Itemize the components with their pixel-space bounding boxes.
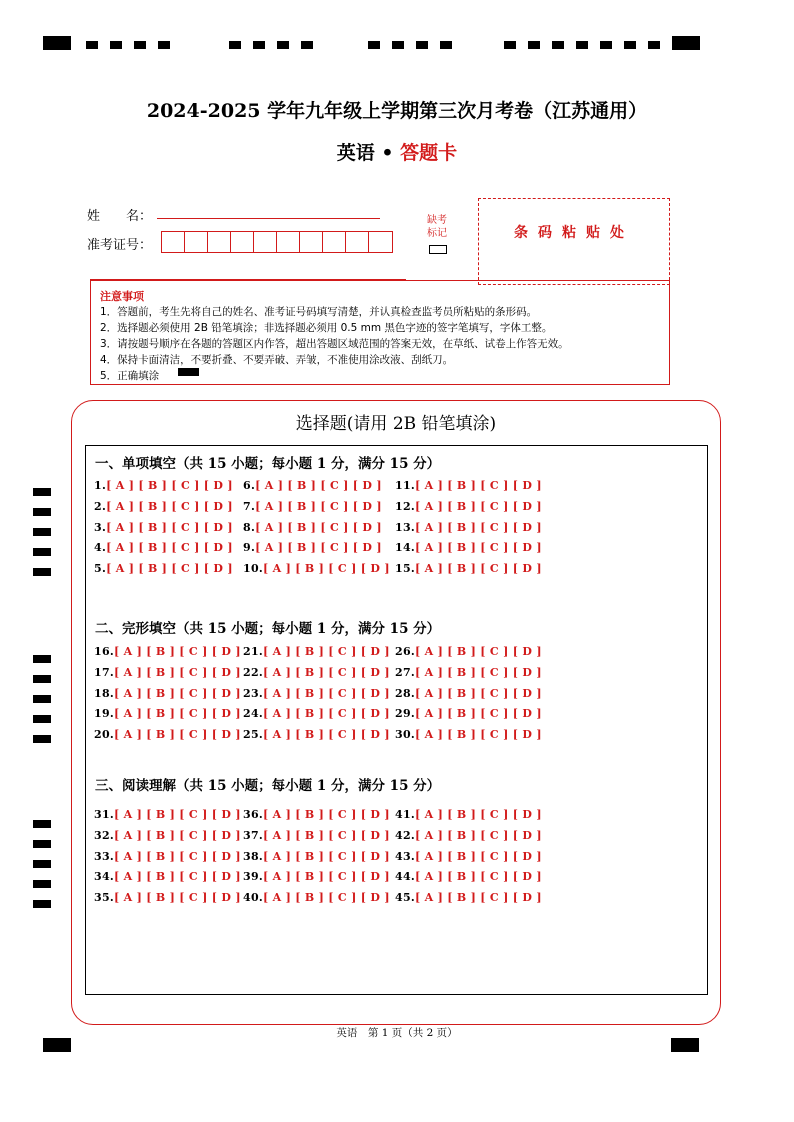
answer-options[interactable]: [ A ] [ B ] [ C ] [ D ] — [263, 562, 390, 576]
question-number: 27. — [395, 665, 416, 679]
answer-options[interactable]: [ A ] [ B ] [ C ] [ D ] — [415, 707, 542, 721]
question-number: 30. — [395, 728, 416, 742]
filled-bubble-sample — [178, 368, 199, 376]
question-12[interactable] — [395, 500, 542, 513]
timing-mark — [134, 41, 146, 49]
question-number: 16. — [94, 645, 115, 658]
timing-mark — [33, 820, 51, 828]
answer-options[interactable]: [ A ] [ B ] [ C ] [ D ] — [263, 645, 390, 658]
question-number: 41. — [395, 808, 416, 821]
timing-mark — [301, 41, 313, 49]
timing-mark — [86, 41, 98, 49]
question-11[interactable] — [395, 479, 542, 492]
timing-mark — [600, 41, 612, 49]
section-title: 选择题(请用 2B 铅笔填涂) — [295, 414, 497, 434]
answer-options[interactable]: [ A ] [ B ] [ C ] [ D ] — [114, 686, 241, 700]
timing-mark — [277, 41, 289, 49]
question-38[interactable] — [243, 850, 390, 863]
question-number: 8. — [243, 520, 256, 534]
timing-mark — [229, 41, 241, 49]
question-31[interactable] — [94, 808, 241, 821]
answer-options[interactable]: [ A ] [ B ] [ C ] [ D ] — [106, 562, 233, 576]
answer-options[interactable]: [ A ] [ B ] [ C ] [ D ] — [263, 828, 390, 842]
answer-options[interactable]: [ A ] [ B ] [ C ] [ D ] — [415, 665, 542, 679]
question-42[interactable] — [395, 829, 542, 842]
page-subtitle — [0, 138, 794, 165]
answer-options[interactable]: [ A ] [ B ] [ C ] [ D ] — [415, 828, 542, 842]
question-22[interactable] — [243, 666, 390, 679]
question-40[interactable] — [243, 891, 390, 904]
timing-mark — [33, 880, 51, 888]
timing-mark — [416, 41, 428, 49]
absent-label: 缺考 标记 — [427, 215, 447, 239]
question-9[interactable] — [243, 541, 382, 554]
question-number: 34. — [94, 870, 115, 884]
question-number: 36. — [243, 808, 264, 821]
answer-options[interactable]: [ A ] [ B ] [ C ] [ D ] — [114, 645, 241, 658]
question-2[interactable] — [94, 500, 233, 513]
question-41[interactable] — [395, 808, 542, 821]
timing-mark — [43, 1038, 71, 1052]
question-number: 39. — [243, 870, 264, 884]
question-6[interactable] — [243, 479, 382, 492]
question-4[interactable] — [94, 541, 233, 554]
answer-options[interactable]: [ A ] [ B ] [ C ] [ D ] — [114, 808, 241, 821]
question-number: 21. — [243, 645, 264, 658]
timing-mark — [368, 41, 380, 49]
timing-mark — [110, 41, 122, 49]
question-34[interactable] — [94, 870, 241, 883]
question-number: 14. — [395, 541, 416, 555]
answer-options[interactable]: [ A ] [ B ] [ C ] [ D ] — [114, 828, 241, 842]
name-label: 姓 名： — [87, 209, 153, 224]
question-27[interactable] — [395, 666, 542, 679]
question-number: 23. — [243, 686, 264, 700]
question-number: 37. — [243, 828, 264, 842]
timing-mark — [33, 568, 51, 576]
answer-options[interactable]: [ A ] [ B ] [ C ] [ D ] — [415, 499, 542, 513]
question-3[interactable] — [94, 521, 233, 534]
question-number: 43. — [395, 849, 416, 863]
answer-options[interactable]: [ A ] [ B ] [ C ] [ D ] — [415, 891, 542, 905]
timing-mark — [33, 695, 51, 703]
answer-options[interactable]: [ A ] [ B ] [ C ] [ D ] — [106, 520, 233, 534]
question-21[interactable] — [243, 645, 390, 658]
subject-label: 英语 • — [336, 142, 401, 164]
notice-item: 1．答题前，考生先将自己的姓名、准考证号码填写清楚，并认真检查监考员所粘贴的条形码。 — [100, 306, 538, 318]
question-45[interactable] — [395, 891, 542, 904]
question-32[interactable] — [94, 829, 241, 842]
timing-mark — [33, 840, 51, 848]
question-number: 28. — [395, 686, 416, 700]
question-number: 6. — [243, 479, 256, 492]
answer-options[interactable]: [ A ] [ B ] [ C ] [ D ] — [415, 870, 542, 884]
timing-mark — [672, 36, 700, 50]
question-number: 22. — [243, 665, 264, 679]
answer-options[interactable]: [ A ] [ B ] [ C ] [ D ] — [415, 728, 542, 742]
timing-mark — [33, 675, 51, 683]
timing-mark — [624, 41, 636, 49]
answer-options[interactable]: [ A ] [ B ] [ C ] [ D ] — [255, 479, 382, 492]
question-number: 2. — [94, 499, 107, 513]
question-19[interactable] — [94, 707, 241, 720]
question-number: 44. — [395, 870, 416, 884]
answer-options[interactable]: [ A ] [ B ] [ C ] [ D ] — [415, 479, 542, 492]
timing-mark — [671, 1038, 699, 1052]
question-10[interactable] — [243, 562, 390, 575]
question-number: 18. — [94, 686, 115, 700]
question-13[interactable] — [395, 521, 542, 534]
timing-mark — [33, 508, 51, 516]
question-33[interactable] — [94, 850, 241, 863]
timing-mark — [33, 528, 51, 536]
question-26[interactable] — [395, 645, 542, 658]
page-footer: 英语 第 1 页（共 2 页） — [336, 1027, 458, 1039]
question-24[interactable] — [243, 707, 390, 720]
question-number: 4. — [94, 541, 107, 555]
answer-options[interactable]: [ A ] [ B ] [ C ] [ D ] — [415, 686, 542, 700]
question-number: 7. — [243, 499, 256, 513]
page-title: 2024-2025 学年九年级上学期第三次月考卷（江苏通用） — [146, 100, 648, 122]
timing-mark — [528, 41, 540, 49]
id-label: 准考证号： — [87, 238, 153, 253]
answer-options[interactable]: [ A ] [ B ] [ C ] [ D ] — [415, 849, 542, 863]
timing-mark — [33, 548, 51, 556]
answer-options[interactable]: [ A ] [ B ] [ C ] [ D ] — [263, 870, 390, 884]
timing-mark — [440, 41, 452, 49]
answer-options[interactable]: [ A ] [ B ] [ C ] [ D ] — [263, 686, 390, 700]
question-number: 32. — [94, 828, 115, 842]
question-8[interactable] — [243, 521, 382, 534]
answer-options[interactable]: [ A ] [ B ] [ C ] [ D ] — [255, 520, 382, 534]
question-18[interactable] — [94, 687, 241, 700]
timing-mark — [392, 41, 404, 49]
question-43[interactable] — [395, 850, 542, 863]
question-number: 42. — [395, 828, 416, 842]
notice-item: 5．正确填涂 — [100, 370, 160, 382]
question-29[interactable] — [395, 707, 542, 720]
answer-options[interactable]: [ A ] [ B ] [ C ] [ D ] — [263, 728, 390, 742]
answer-options[interactable]: [ A ] [ B ] [ C ] [ D ] — [415, 541, 542, 555]
answer-options[interactable]: [ A ] [ B ] [ C ] [ D ] — [114, 870, 241, 884]
part-title: 三、阅读理解（共 15 小题；每小题 1 分，满分 15 分） — [95, 778, 441, 794]
question-number: 26. — [395, 645, 416, 658]
question-number: 33. — [94, 849, 115, 863]
answer-options[interactable]: [ A ] [ B ] [ C ] [ D ] — [263, 808, 390, 821]
answer-options[interactable]: [ A ] [ B ] [ C ] [ D ] — [255, 499, 382, 513]
question-35[interactable] — [94, 891, 241, 904]
question-number: 40. — [243, 891, 264, 905]
question-number: 13. — [395, 520, 416, 534]
question-number: 11. — [395, 479, 416, 492]
absent-checkbox[interactable] — [429, 245, 447, 254]
question-14[interactable] — [395, 541, 542, 554]
timing-mark — [33, 900, 51, 908]
question-7[interactable] — [243, 500, 382, 513]
timing-mark — [158, 41, 170, 49]
card-label: 答题卡 — [400, 142, 458, 164]
answer-options[interactable]: [ A ] [ B ] [ C ] [ D ] — [114, 728, 241, 742]
question-number: 17. — [94, 665, 115, 679]
question-30[interactable] — [395, 728, 542, 741]
answer-options[interactable]: [ A ] [ B ] [ C ] [ D ] — [114, 707, 241, 721]
question-number: 29. — [395, 707, 416, 721]
notice-item: 3．请按题号顺序在各题的答题区内作答，超出答题区域范围的答案无效，在草纸、试卷上作答无效。 — [100, 338, 569, 350]
question-number: 31. — [94, 808, 115, 821]
timing-mark — [33, 860, 51, 868]
question-28[interactable] — [395, 687, 542, 700]
question-39[interactable] — [243, 870, 390, 883]
question-number: 45. — [395, 891, 416, 905]
question-number: 25. — [243, 728, 264, 742]
timing-mark — [648, 41, 660, 49]
question-number: 10. — [243, 562, 264, 576]
answer-options[interactable]: [ A ] [ B ] [ C ] [ D ] — [114, 849, 241, 863]
notice-item: 4．保持卡面清洁，不要折叠、不要弄破、弄皱，不准使用涂改液、刮纸刀。 — [100, 354, 454, 366]
question-number: 20. — [94, 728, 115, 742]
answer-options[interactable]: [ A ] [ B ] [ C ] [ D ] — [114, 891, 241, 905]
question-25[interactable] — [243, 728, 390, 741]
answer-options[interactable]: [ A ] [ B ] [ C ] [ D ] — [106, 499, 233, 513]
answer-options[interactable]: [ A ] [ B ] [ C ] [ D ] — [106, 479, 233, 492]
question-44[interactable] — [395, 870, 542, 883]
answer-options[interactable]: [ A ] [ B ] [ C ] [ D ] — [415, 562, 542, 576]
question-36[interactable] — [243, 808, 390, 821]
answer-options[interactable]: [ A ] [ B ] [ C ] [ D ] — [106, 541, 233, 555]
question-number: 38. — [243, 849, 264, 863]
notice-title: 注意事项 — [100, 290, 144, 303]
timing-mark — [33, 655, 51, 663]
answer-options[interactable]: [ A ] [ B ] [ C ] [ D ] — [263, 891, 390, 905]
answer-options[interactable]: [ A ] [ B ] [ C ] [ D ] — [263, 849, 390, 863]
timing-mark — [33, 488, 51, 496]
answer-options[interactable]: [ A ] [ B ] [ C ] [ D ] — [114, 665, 241, 679]
answer-options[interactable]: [ A ] [ B ] [ C ] [ D ] — [263, 665, 390, 679]
name-field[interactable] — [157, 218, 380, 219]
timing-mark — [576, 41, 588, 49]
question-number: 1. — [94, 479, 107, 492]
timing-mark — [552, 41, 564, 49]
question-number: 9. — [243, 541, 256, 555]
question-37[interactable] — [243, 829, 390, 842]
question-23[interactable] — [243, 687, 390, 700]
question-number: 5. — [94, 562, 107, 576]
answer-options[interactable]: [ A ] [ B ] [ C ] [ D ] — [415, 645, 542, 658]
question-number: 19. — [94, 707, 115, 721]
question-number: 15. — [395, 562, 416, 576]
timing-mark — [43, 36, 71, 50]
question-16[interactable] — [94, 645, 241, 658]
question-number: 35. — [94, 891, 115, 905]
question-15[interactable] — [395, 562, 542, 575]
part-title: 二、完形填空（共 15 小题；每小题 1 分，满分 15 分） — [95, 621, 441, 637]
timing-mark — [504, 41, 516, 49]
question-17[interactable] — [94, 666, 241, 679]
question-1[interactable] — [94, 479, 233, 492]
question-number: 12. — [395, 499, 416, 513]
answer-options[interactable]: [ A ] [ B ] [ C ] [ D ] — [415, 808, 542, 821]
part-title: 一、单项填空（共 15 小题；每小题 1 分，满分 15 分） — [95, 456, 441, 472]
question-5[interactable] — [94, 562, 233, 575]
answer-options[interactable]: [ A ] [ B ] [ C ] [ D ] — [415, 520, 542, 534]
id-number-field[interactable] — [161, 231, 393, 253]
question-20[interactable] — [94, 728, 241, 741]
answer-options[interactable]: [ A ] [ B ] [ C ] [ D ] — [263, 707, 390, 721]
notice-item: 2．选择题必须使用 2B 铅笔填涂；非选择题必须用 0.5 mm 黑色字迹的签字笔填写，字体工整。 — [100, 322, 553, 334]
timing-mark — [33, 735, 51, 743]
barcode-label: 条码粘贴处 — [514, 225, 634, 241]
question-number: 24. — [243, 707, 264, 721]
answer-options[interactable]: [ A ] [ B ] [ C ] [ D ] — [255, 541, 382, 555]
timing-mark — [33, 715, 51, 723]
question-number: 3. — [94, 520, 107, 534]
timing-mark — [253, 41, 265, 49]
